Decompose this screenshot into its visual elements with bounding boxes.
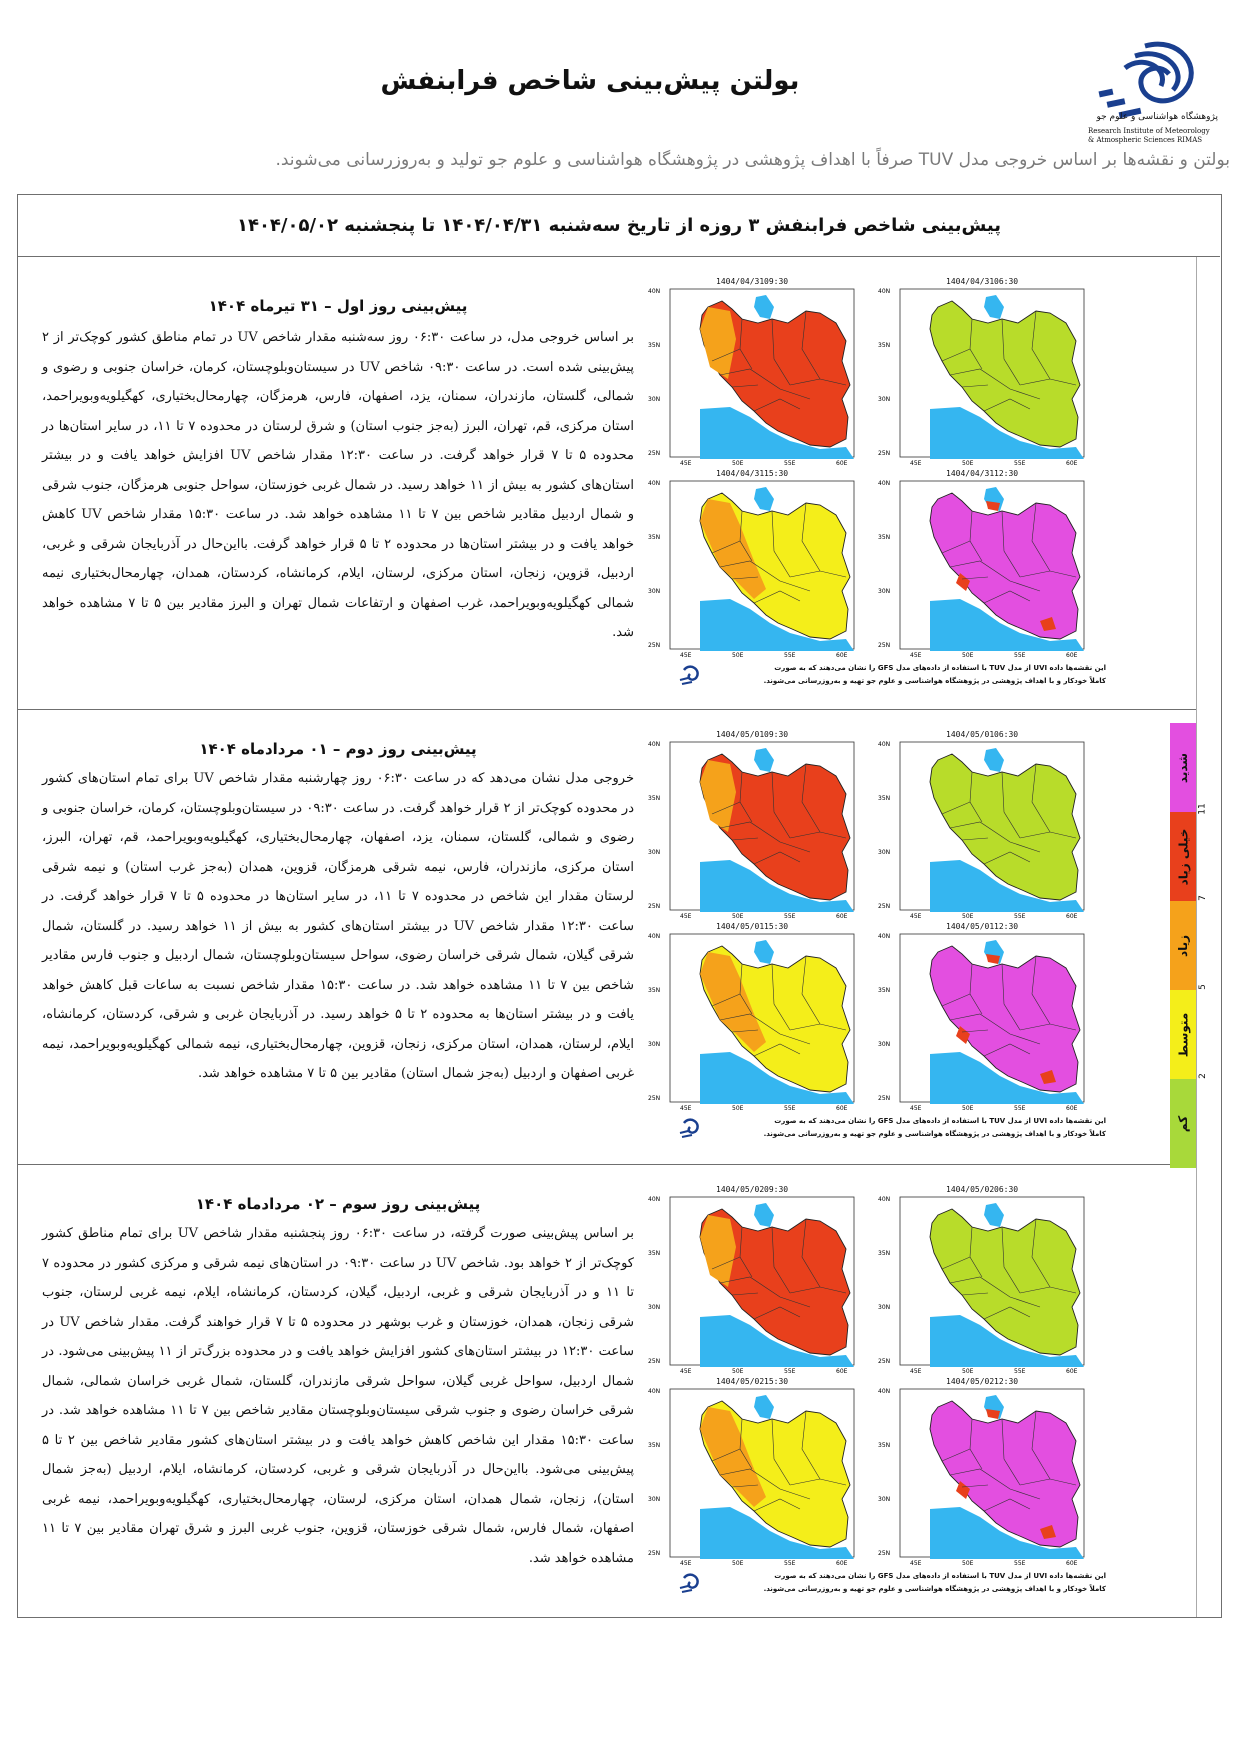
bulletin-frame [17, 194, 1222, 1618]
map-date: 1404/05/02 [716, 1377, 765, 1386]
uv-map [876, 1377, 1098, 1567]
lon-tick-label: 45E [680, 913, 692, 920]
map-time: 09:30 [764, 277, 789, 286]
day-section-1 [18, 257, 1196, 710]
day-title: پیش‌بینی روز سوم – ۰۲ مردادماه ۱۴۰۴ [195, 1195, 481, 1213]
lat-tick-label: 35N [878, 1442, 891, 1449]
lon-tick-label: 45E [910, 1560, 922, 1567]
page-header [0, 0, 1241, 190]
uv-map [876, 922, 1098, 1112]
map-date: 1404/05/01 [716, 922, 765, 931]
lat-tick-label: 40N [648, 933, 661, 940]
lon-tick-label: 50E [732, 1368, 744, 1375]
lon-tick-label: 45E [910, 460, 922, 467]
lon-tick-label: 55E [784, 460, 796, 467]
iran-uv-map [646, 1193, 868, 1375]
legend-tick: 5 [1197, 984, 1208, 990]
lat-tick-label: 40N [648, 741, 661, 748]
day-text: بر اساس پیش‌بینی صورت گرفته، در ساعت ۰۶:۳۰ روز پنجشنبه مقدار شاخص UV برای تمام مناطق کشور کوچک‌تر از ۲ خواهد بود. شاخص UV در ساعت ۰۹:۳۰ در استان‌های نیمه شرقی و مرکزی کشور در محدوده ۷ تا ۱۱ و در آذربایجان شرقی و غربی، اردبیل، گیلان، کردستان، کرمانشاه، ایلام، نیمه غربی لرستان، جنوب شرقی زنجان، همدان، خوزستان و غرب بوشهر در محدوده ۵ تا ۷ قرار خواهند گرفت. مقدار شاخص UV در ساعت ۱۲:۳۰ در بیشتر استان‌های کشور افزایش خواهد یافت و در محدوده بزرگ‌تر از ۱۱ پیش‌بینی می‌شود. در شمال اردبیل، سواحل غربی گیلان، سواحل شرقی مازندران، گلستان، شمال غربی خراسان شمالی، شمال شرقی خراسان رضوی و جنوب شرقی سیستان‌وبلوچستان مقادیر شاخص بین ۷ تا ۱۱ مشاهده خواهد شد. در ساعت ۱۵:۳۰ مقدار این شاخص کاهش خواهد یافت و در بیشتر استان‌های کشور مقادیر شاخص بین ۲ تا ۵ پیش‌بینی می‌شود. بااین‌حال در آذربایجان شرقی و غربی، کردستان، کرمانشاه، ایلام، اردبیل (به‌جز شمال استان)، زنجان، شمال همدان، استان مرکزی، لرستان، چهارمحال‌بختیاری، کهگیلویه‌وبویراحمد، نیمه غربی اصفهان، شمال فارس، شمال شرقی خوزستان، قزوین، جنوب غربی البرز و شرق تهران مقادیر بین ۷ تا ۱۱ مشاهده خواهد شد. [42, 1226, 635, 1566]
lon-tick-label: 50E [732, 460, 744, 467]
iran-uv-map [876, 1385, 1098, 1567]
lat-tick-label: 40N [878, 933, 891, 940]
map-time: 12:30 [994, 469, 1019, 478]
uv-map [646, 1185, 868, 1375]
lat-tick-label: 35N [648, 1250, 661, 1257]
map-time: 12:30 [994, 1377, 1019, 1386]
map-date: 1404/05/01 [716, 730, 765, 739]
day-text: خروجی مدل نشان می‌دهد که در ساعت ۰۶:۳۰ روز چهارشنبه مقدار شاخص UV برای تمام استان‌های کشور در محدوده کوچک‌تر از ۲ قرار خواهد گرفت. در ساعت ۰۹:۳۰ در سیستان‌وبلوچستان، کرمان، خراسان جنوبی و رضوی و شمالی، گلستان، سمنان، یزد، اصفهان، چهارمحال‌بختیاری، کهگیلویه‌وبویراحمد، قم، تهران، البرز، استان مرکزی، مازندران، فارس، نیمه شرقی هرمزگان، قزوین، همدان (به‌جز غرب استان) و نیمه شرقی لرستان مقدار این شاخص در محدوده ۷ تا ۱۱، در سایر استان‌ها در محدوده ۵ تا ۷ قرار خواهد گرفت. در ساعت ۱۲:۳۰ مقدار شاخص UV در بیشتر استان‌های کشور به بیش از ۱۱ خواهد رسید. در گلستان، شمال شرقی گیلان، شمال شرقی خراسان رضوی، سواحل سیستان‌وبلوچستان، شمال اردبیل و جنوب فارس مقادیر شاخص بین ۷ تا ۱۱ مشاهده خواهد شد. در ساعت ۱۵:۳۰ مقدار شاخص نسبت به ساعات قبل کاهش خواهد یافت و در بیشتر استان‌ها به محدوده ۲ تا ۵ خواهد رسید. در آذربایجان غربی و شرقی، کردستان، کرمانشاه، ایلام، لرستان، همدان، استان مرکزی، زنجان، قزوین، چهارمحال‌بختیاری، نیمه شمالی کهگیلویه‌وبویراحمد، نیمه غربی اصفهان و اردبیل (به‌جز شمال استان) مقادیر بین ۵ تا ۷ مشاهده خواهد شد. [42, 771, 635, 1081]
iran-uv-map [876, 1193, 1098, 1375]
lon-tick-label: 45E [680, 1368, 692, 1375]
lon-tick-label: 55E [784, 1560, 796, 1567]
lat-tick-label: 35N [648, 1442, 661, 1449]
map-date: 1404/04/31 [716, 277, 765, 286]
legend-label: شدید [1176, 752, 1191, 783]
lat-tick-label: 40N [648, 480, 661, 487]
lat-tick-label: 30N [878, 849, 891, 856]
page-subtitle: بولتن و نقشه‌ها بر اساس خروجی مدل TUV صرفاً با اهداف پژوهشی در پژوهشگاه هواشناسی و علوم جو تولید و به‌روزرسانی می‌شوند. [275, 150, 1230, 170]
lon-tick-label: 45E [680, 1560, 692, 1567]
lon-tick-label: 60E [1066, 913, 1078, 920]
lon-tick-label: 45E [910, 913, 922, 920]
lat-tick-label: 30N [648, 1041, 661, 1048]
lon-tick-label: 60E [1066, 652, 1078, 659]
lat-tick-label: 25N [648, 1095, 661, 1102]
logo-en-line-2: & Atmospheric Sciences RIMAS [1088, 136, 1203, 144]
uv-map [646, 277, 868, 467]
legend-tick: 2 [1197, 1073, 1208, 1079]
iran-uv-map [876, 477, 1098, 659]
lon-tick-label: 50E [962, 1368, 974, 1375]
map-date: 1404/05/02 [716, 1185, 765, 1194]
iran-uv-map [646, 285, 868, 467]
lat-tick-label: 40N [878, 741, 891, 748]
rimas-small-logo-icon [676, 1113, 704, 1141]
lon-tick-label: 45E [910, 1368, 922, 1375]
map-date: 1404/04/31 [946, 277, 995, 286]
lon-tick-label: 50E [962, 913, 974, 920]
map-note-line-2: کاملاً خودکار و با اهداف پژوهشی در پژوهشگاه هواشناسی و علوم جو تهیه و به‌روزرسانی می‌شوند. [763, 1585, 1106, 1593]
lat-tick-label: 35N [878, 534, 891, 541]
map-date: 1404/05/02 [946, 1185, 995, 1194]
lon-tick-label: 60E [836, 913, 848, 920]
lat-tick-label: 35N [648, 795, 661, 802]
lat-tick-label: 30N [878, 588, 891, 595]
lon-tick-label: 55E [1014, 1105, 1026, 1112]
iran-uv-map [876, 930, 1098, 1112]
lat-tick-label: 40N [878, 1196, 891, 1203]
lat-tick-label: 35N [878, 795, 891, 802]
map-time: 06:30 [994, 730, 1019, 739]
map-grid [646, 277, 1106, 697]
uv-legend [1170, 723, 1210, 1168]
lon-tick-label: 55E [1014, 1560, 1026, 1567]
map-date: 1404/05/01 [946, 922, 995, 931]
iran-uv-map [646, 930, 868, 1112]
map-time: 12:30 [994, 922, 1019, 931]
map-note [716, 662, 1106, 688]
lat-tick-label: 25N [648, 1550, 661, 1557]
logo-text-fa: پژوهشگاه هواشناسی و علوم جو [1096, 112, 1218, 122]
lat-tick-label: 30N [878, 1496, 891, 1503]
uv-map [646, 469, 868, 659]
lat-tick-label: 25N [878, 1550, 891, 1557]
iran-uv-map [646, 1385, 868, 1567]
map-note [716, 1115, 1106, 1141]
day-title: پیش‌بینی روز دوم – ۰۱ مردادماه ۱۴۰۴ [199, 740, 477, 758]
legend-label: متوسط [1176, 1012, 1191, 1057]
lat-tick-label: 25N [878, 1095, 891, 1102]
map-time: 15:30 [764, 1377, 789, 1386]
lat-tick-label: 35N [648, 534, 661, 541]
logo-en-line-1: Research Institute of Meteorology [1088, 127, 1210, 135]
lon-tick-label: 60E [836, 1105, 848, 1112]
map-time: 06:30 [994, 277, 1019, 286]
lon-tick-label: 55E [784, 1368, 796, 1375]
lat-tick-label: 30N [648, 849, 661, 856]
lat-tick-label: 40N [878, 1388, 891, 1395]
lon-tick-label: 55E [1014, 1368, 1026, 1375]
lat-tick-label: 25N [648, 642, 661, 649]
lat-tick-label: 40N [878, 480, 891, 487]
iran-uv-map [876, 738, 1098, 920]
lon-tick-label: 45E [680, 652, 692, 659]
lon-tick-label: 45E [680, 460, 692, 467]
lat-tick-label: 30N [648, 1304, 661, 1311]
uv-map [876, 1185, 1098, 1375]
lon-tick-label: 60E [1066, 1368, 1078, 1375]
lon-tick-label: 50E [732, 913, 744, 920]
lon-tick-label: 55E [784, 652, 796, 659]
map-grid [646, 1185, 1106, 1605]
iran-uv-map [646, 477, 868, 659]
uv-map [646, 730, 868, 920]
lon-tick-label: 45E [910, 1105, 922, 1112]
lat-tick-label: 40N [648, 1388, 661, 1395]
legend-label: زیاد [1175, 934, 1190, 957]
map-time: 15:30 [764, 469, 789, 478]
map-note-line-1: این نقشه‌ها داده UVI از مدل TUV با استفاده از داده‌های مدل GFS را نشان می‌دهند که به صورت [774, 1572, 1106, 1580]
lon-tick-label: 55E [784, 913, 796, 920]
lon-tick-label: 50E [732, 1560, 744, 1567]
map-date: 1404/04/31 [946, 469, 995, 478]
lon-tick-label: 55E [784, 1105, 796, 1112]
lat-tick-label: 35N [878, 1250, 891, 1257]
rimas-small-logo-icon [676, 1568, 704, 1596]
iran-uv-map [876, 285, 1098, 467]
lat-tick-label: 30N [878, 1041, 891, 1048]
iran-uv-map [646, 738, 868, 920]
bulletin-title: پیش‌بینی شاخص فرابنفش ۳ روزه از تاریخ سه‌شنبه ۱۴۰۴/۰۴/۳۱ تا پنجشنبه ۱۴۰۴/۰۵/۰۲ [18, 195, 1220, 257]
legend-label: خیلی زیاد [1176, 828, 1190, 885]
lon-tick-label: 60E [1066, 1105, 1078, 1112]
day-section-2 [18, 710, 1196, 1165]
map-note-line-2: کاملاً خودکار و با اهداف پژوهشی در پژوهشگاه هواشناسی و علوم جو تهیه و به‌روزرسانی می‌شوند. [763, 1130, 1106, 1138]
legend-tick: 11 [1197, 803, 1208, 815]
map-grid [646, 730, 1106, 1150]
lon-tick-label: 60E [1066, 460, 1078, 467]
lon-tick-label: 50E [732, 1105, 744, 1112]
lon-tick-label: 50E [962, 460, 974, 467]
lat-tick-label: 35N [878, 342, 891, 349]
lon-tick-label: 50E [962, 1105, 974, 1112]
lon-tick-label: 55E [1014, 652, 1026, 659]
map-time: 15:30 [764, 922, 789, 931]
lat-tick-label: 25N [648, 450, 661, 457]
lat-tick-label: 25N [878, 450, 891, 457]
lat-tick-label: 25N [648, 1358, 661, 1365]
uv-map [646, 922, 868, 1112]
lat-tick-label: 35N [878, 987, 891, 994]
map-time: 09:30 [764, 730, 789, 739]
map-note-line-2: کاملاً خودکار و با اهداف پژوهشی در پژوهشگاه هواشناسی و علوم جو تهیه و به‌روزرسانی می‌شوند. [763, 677, 1106, 685]
lat-tick-label: 40N [648, 288, 661, 295]
uv-map [876, 469, 1098, 659]
day-title: پیش‌بینی روز اول – ۳۱ تیرماه ۱۴۰۴ [208, 297, 468, 315]
lon-tick-label: 55E [1014, 460, 1026, 467]
uv-map [646, 1377, 868, 1567]
lon-tick-label: 55E [1014, 913, 1026, 920]
uv-map [876, 730, 1098, 920]
legend-tick: 7 [1197, 895, 1208, 901]
lon-tick-label: 50E [962, 652, 974, 659]
lat-tick-label: 30N [648, 396, 661, 403]
legend-label: کم [1175, 1115, 1190, 1132]
day-section-3 [18, 1165, 1196, 1617]
uv-map [876, 277, 1098, 467]
map-date: 1404/04/31 [716, 469, 765, 478]
lat-tick-label: 25N [878, 903, 891, 910]
map-note [716, 1570, 1106, 1596]
lat-tick-label: 40N [648, 1196, 661, 1203]
map-time: 06:30 [994, 1185, 1019, 1194]
lat-tick-label: 35N [648, 987, 661, 994]
lat-tick-label: 35N [648, 342, 661, 349]
lon-tick-label: 60E [836, 1560, 848, 1567]
map-date: 1404/05/01 [946, 730, 995, 739]
lon-tick-label: 60E [836, 1368, 848, 1375]
lat-tick-label: 30N [878, 1304, 891, 1311]
day-text: بر اساس خروجی مدل، در ساعت ۰۶:۳۰ روز سه‌شنبه مقدار شاخص UV در تمام مناطق کشور کوچک‌تر از ۲ پیش‌بینی شده است. در ساعت ۰۹:۳۰ شاخص UV در سیستان‌وبلوچستان، کرمان، خراسان جنوبی و رضوی و شمالی، گلستان، مازندران، سمنان، یزد، اصفهان، فارس، هرمزگان، چهارمحال‌بختیاری، کهگیلویه‌وبویراحمد، استان مرکزی، قم، تهران، البرز (به‌جز جنوب استان) و شرق لرستان در محدوده ۷ تا ۱۱، در سایر استان‌ها در محدوده ۵ تا ۷ قرار خواهد گرفت. در ساعت ۱۲:۳۰ مقدار شاخص UV افزایش خواهد یافت و در بیشتر استان‌های کشور به بیش از ۱۱ خواهد رسید. در شمال غربی خوزستان، سواحل جنوبی هرمزگان، جنوب شرقی و شمال اردبیل مقادیر شاخص بین ۷ تا ۱۱ مشاهده خواهد شد. در ساعت ۱۵:۳۰ مقدار شاخص UV کاهش خواهد یافت و در بیشتر استان‌ها در محدوده ۲ تا ۵ قرار خواهد گرفت. بااین‌حال در آذربایجان شرقی و غربی، اردبیل، قزوین، زنجان، استان مرکزی، لرستان، ایلام، کرمانشاه، کردستان، همدان، چهارمحال‌بختیاری نیمه شمالی کهگیلویه‌وبویراحمد، غرب اصفهان و ارتفاعات شمال تهران و البرز مقادیر بین ۵ تا ۷ مشاهده خواهد شد. [42, 330, 635, 640]
map-time: 09:30 [764, 1185, 789, 1194]
lon-tick-label: 60E [836, 652, 848, 659]
lat-tick-label: 30N [648, 1496, 661, 1503]
lon-tick-label: 50E [732, 652, 744, 659]
map-note-line-1: این نقشه‌ها داده UVI از مدل TUV با استفاده از داده‌های مدل GFS را نشان می‌دهند که به صورت [774, 664, 1106, 672]
lon-tick-label: 60E [836, 460, 848, 467]
rimas-small-logo-icon [676, 660, 704, 688]
lat-tick-label: 30N [648, 588, 661, 595]
lat-tick-label: 30N [878, 396, 891, 403]
map-note-line-1: این نقشه‌ها داده UVI از مدل TUV با استفاده از داده‌های مدل GFS را نشان می‌دهند که به صورت [774, 1117, 1106, 1125]
lat-tick-label: 25N [878, 642, 891, 649]
map-date: 1404/05/02 [946, 1377, 995, 1386]
lon-tick-label: 45E [680, 1105, 692, 1112]
lon-tick-label: 60E [1066, 1560, 1078, 1567]
page-title: بولتن پیش‌بینی شاخص فرابنفش [380, 66, 800, 96]
lon-tick-label: 50E [962, 1560, 974, 1567]
lat-tick-label: 25N [648, 903, 661, 910]
lon-tick-label: 45E [910, 652, 922, 659]
lat-tick-label: 25N [878, 1358, 891, 1365]
lat-tick-label: 40N [878, 288, 891, 295]
logo-text-en [1088, 127, 1218, 145]
